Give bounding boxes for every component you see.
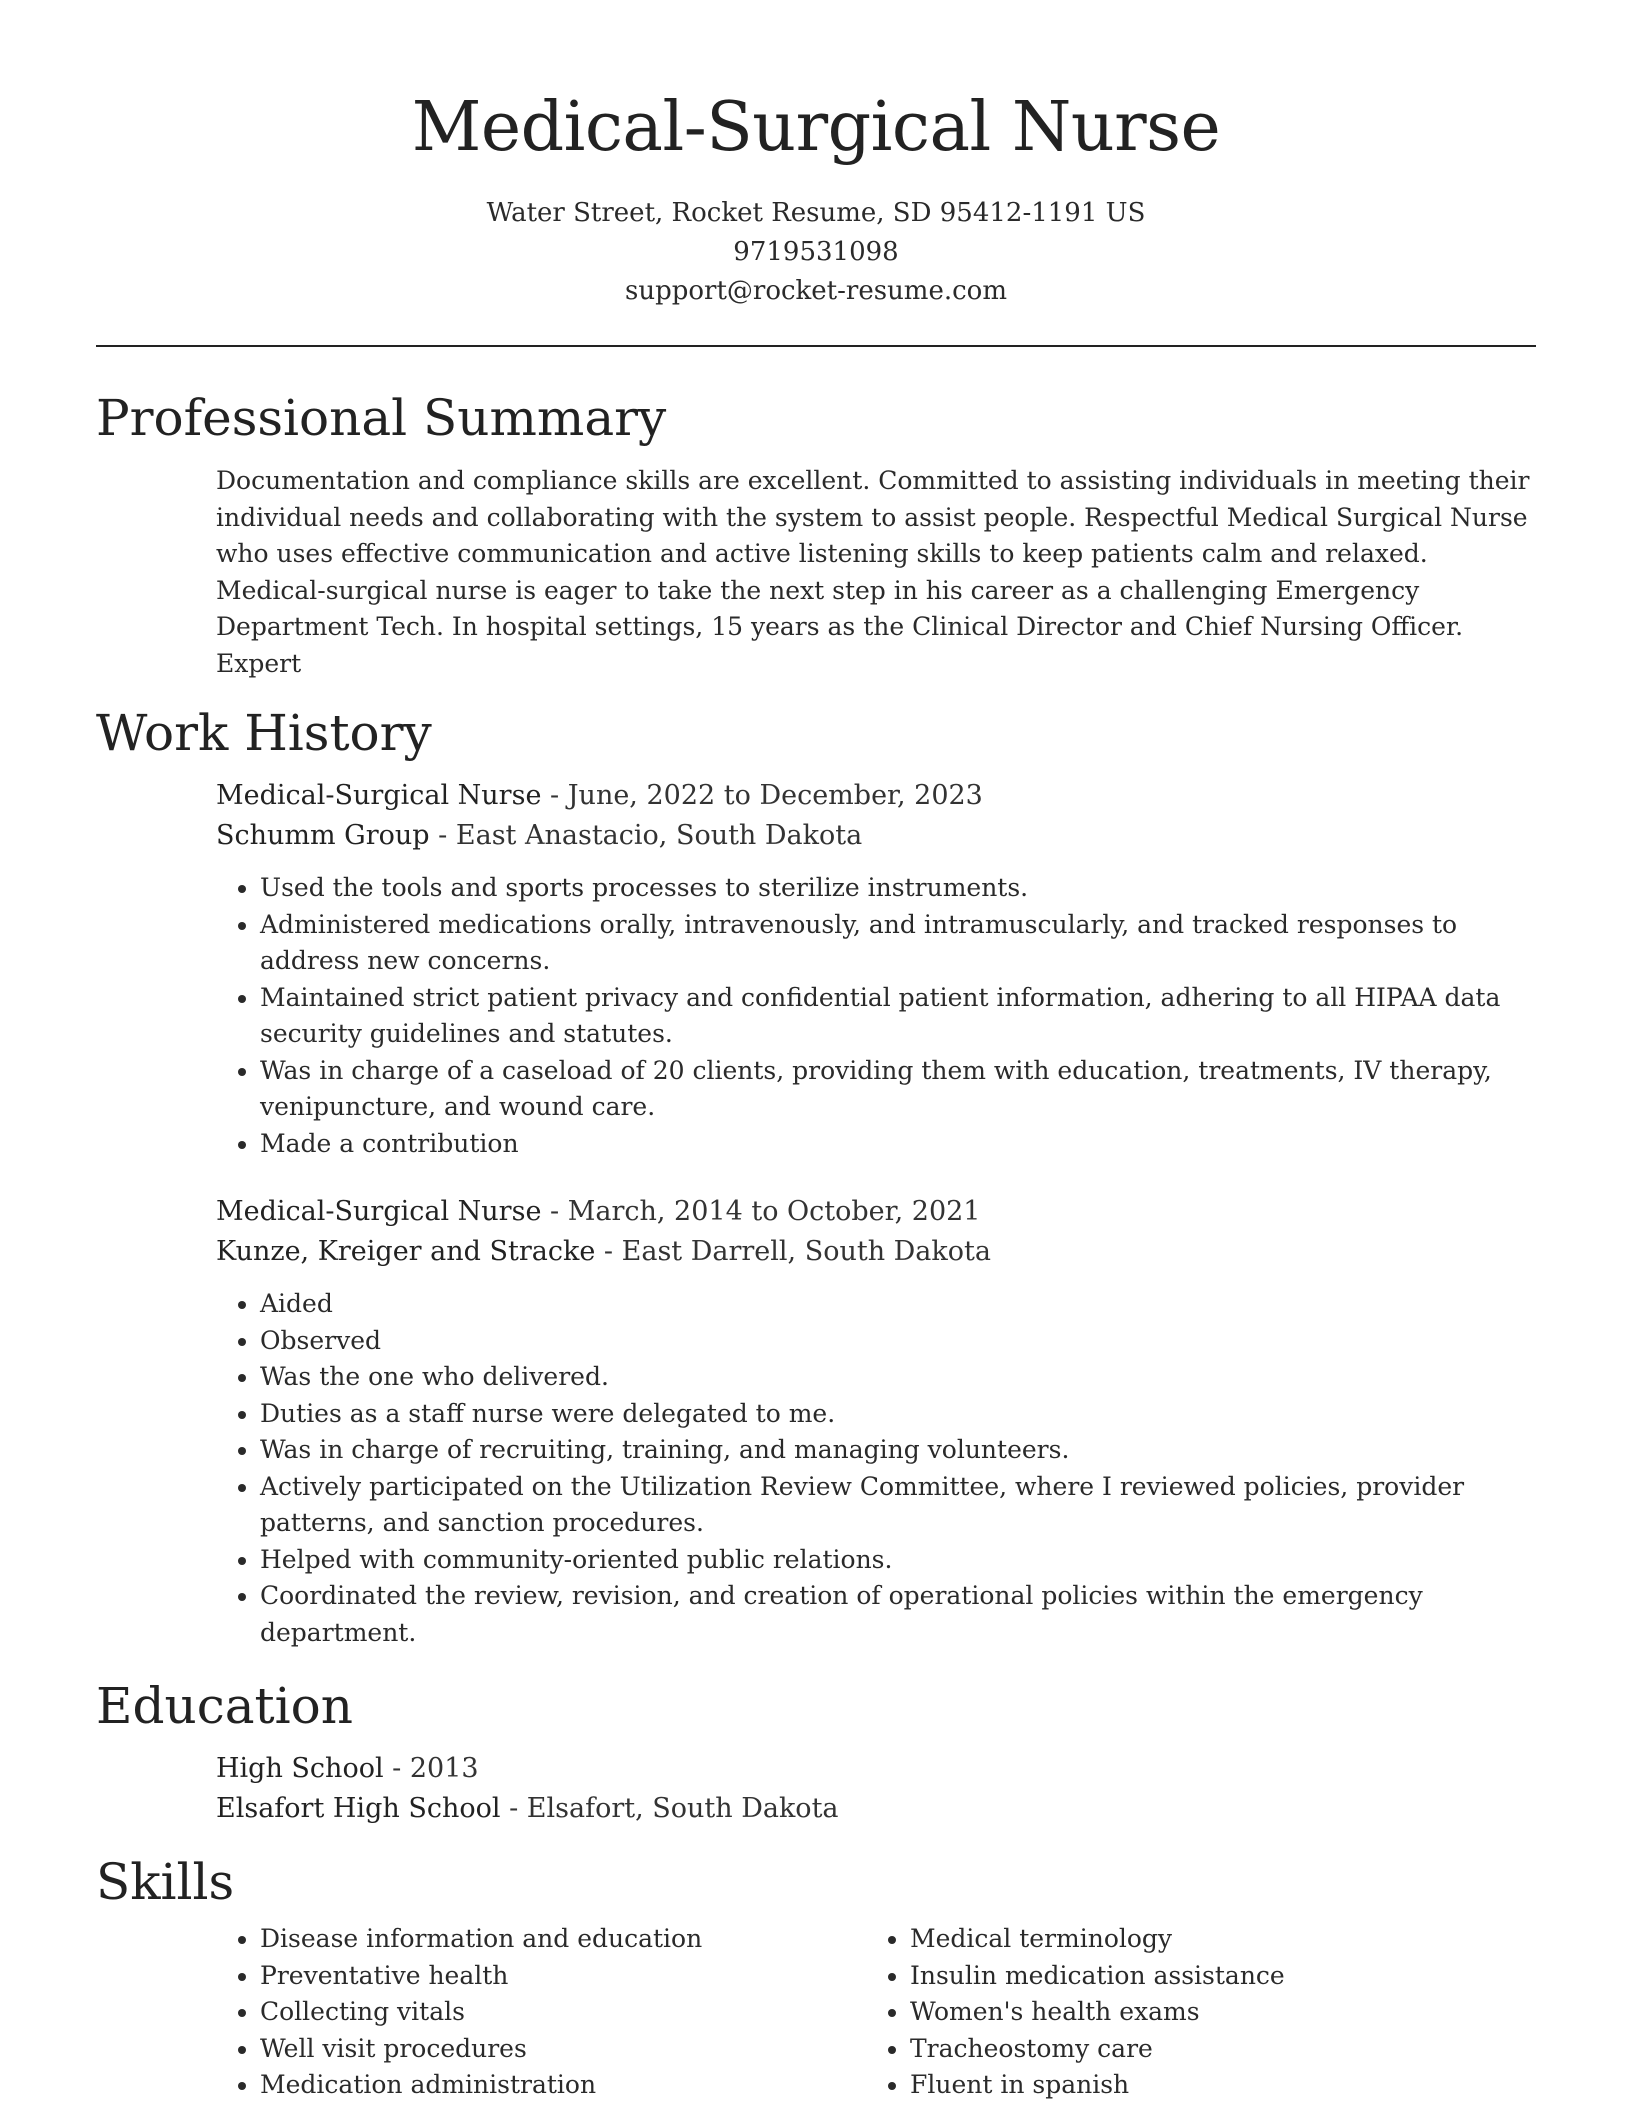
skills-list-right — [866, 1921, 1516, 2104]
list-item: • Used the tools and sports processes to sterilize instruments. — [260, 870, 1536, 907]
job-company: Schumm Group — [216, 820, 430, 851]
skill-item: • Preventative health — [260, 1958, 866, 1995]
skills-list-left — [216, 1921, 866, 2104]
list-item: • Coordinated the review, revision, and creation of operational policies within the emergency department. — [260, 1578, 1536, 1651]
job-employer-line — [216, 1232, 1536, 1272]
skill-item: • Collecting vitals — [260, 1994, 866, 2031]
email-address: support@rocket-resume.com — [624, 276, 1007, 306]
section-title-work-history: Work History — [96, 704, 432, 762]
skill-item: • Women's health exams — [910, 1994, 1516, 2031]
address-line: Water Street, Rocket Resume, SD 95412-1191 US — [486, 198, 1146, 228]
list-item: • Was in charge of a caseload of 20 clients, providing them with education, treatments, IV therapy, venipuncture, and wound care. — [260, 1053, 1536, 1126]
job-dates: - March, 2014 to October, 2021 — [541, 1196, 981, 1227]
list-item: • Actively participated on the Utilization Review Committee, where I reviewed policies, provider patterns, and sanction procedures. — [260, 1469, 1536, 1542]
section-title-skills: Skills — [96, 1853, 235, 1911]
list-item: • Administered medications orally, intravenously, and intramuscularly, and tracked responses to address new concerns. — [260, 907, 1536, 980]
candidate-name: Medical-Surgical Nurse — [411, 88, 1221, 167]
skills-grid — [216, 1921, 1536, 2104]
job-duties-list — [216, 870, 1536, 1162]
list-item: • Helped with community-oriented public relations. — [260, 1542, 1536, 1579]
list-item: • Was in charge of recruiting, training, and managing volunteers. — [260, 1432, 1536, 1469]
skill-item: • Medication administration — [260, 2067, 866, 2104]
job-location: - East Anastacio, South Dakota — [429, 820, 863, 851]
job-entry — [216, 1192, 1536, 1651]
skills-section — [96, 1851, 1536, 2104]
education-degree: High School — [216, 1753, 384, 1784]
job-title-line — [216, 776, 1536, 816]
work-history-section — [96, 702, 1536, 1651]
education-degree-line — [216, 1749, 1536, 1789]
contact-info — [96, 194, 1536, 311]
education-year: - 2013 — [383, 1753, 479, 1784]
education-school: Elsafort High School — [216, 1793, 501, 1824]
education-section — [96, 1675, 1536, 1829]
list-item: • Duties as a staff nurse were delegated to me. — [260, 1396, 1536, 1433]
job-entry — [216, 776, 1536, 1162]
job-dates: - June, 2022 to December, 2023 — [541, 780, 983, 811]
list-item: • Made a contribution — [260, 1126, 1536, 1163]
professional-summary-section — [96, 387, 1536, 682]
education-school-line — [216, 1789, 1536, 1829]
resume-header — [96, 80, 1536, 311]
section-title-summary: Professional Summary — [96, 389, 667, 447]
skill-item: • Fluent in spanish — [910, 2067, 1516, 2104]
job-location: - East Darrell, South Dakota — [595, 1236, 991, 1267]
job-role: Medical-Surgical Nurse — [216, 1196, 542, 1227]
skill-item: • Well visit procedures — [260, 2031, 866, 2068]
list-item: • Aided — [260, 1286, 1536, 1323]
skill-item: • Insulin medication assistance — [910, 1958, 1516, 1995]
header-divider — [96, 345, 1536, 347]
job-duties-list — [216, 1286, 1536, 1651]
summary-text: Documentation and compliance skills are excellent. Committed to assisting individuals in meeting their individual needs and collaborating with the system to assist people. Respectful Medical Surgical Nurse who uses effective communication and active listening skills to keep patients calm and relaxed. Medical-surgical nurse is eager to take the next step in his career as a challenging Emergency Department Tech. In hospital settings, 15 years as the Clinical Director and Chief Nursing Officer. Expert — [216, 466, 1530, 678]
skill-item: • Disease information and education — [260, 1921, 866, 1958]
list-item: • Maintained strict patient privacy and confidential patient information, adhering to all HIPAA data security guidelines and statutes. — [260, 980, 1536, 1053]
job-company: Kunze, Kreiger and Stracke — [216, 1236, 596, 1267]
skill-item: • Medical terminology — [910, 1921, 1516, 1958]
section-title-education: Education — [96, 1677, 353, 1735]
job-role: Medical-Surgical Nurse — [216, 780, 542, 811]
job-employer-line — [216, 816, 1536, 856]
education-location: - Elsafort, South Dakota — [500, 1793, 839, 1824]
skill-item: • Tracheostomy care — [910, 2031, 1516, 2068]
list-item: • Was the one who delivered. — [260, 1359, 1536, 1396]
phone-number: 9719531098 — [733, 237, 899, 267]
list-item: • Observed — [260, 1323, 1536, 1360]
job-title-line — [216, 1192, 1536, 1232]
